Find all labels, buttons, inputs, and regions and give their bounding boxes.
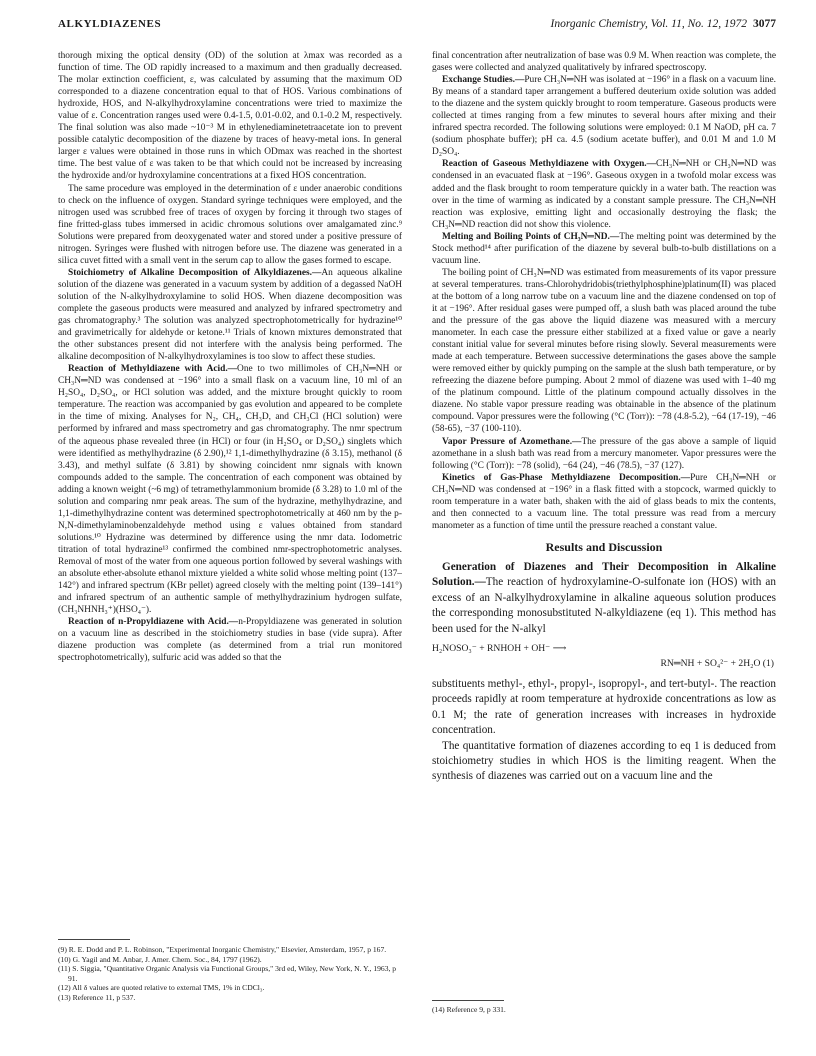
paragraph-body: Pure CH₃N═NH or CH₃N═ND was condensed at −196° in a flask fitted with a stopcock, warmed quickly to room temperature in a water bath, shaken with the aid of glass beads to mix the contents, and then connected to a vacuum line. The total pressure was read from a mercury manometer as a function of time until the pressure reached a constant value.: [432, 472, 776, 531]
footnote-text: Reference 9, p 331.: [446, 1005, 506, 1014]
paragraph-body: One to two millimoles of CH₃N═NH or CH₃N═ND was condensed at −196° into a small flask on a vacuum line, 10 ml of an H₂SO₄, D₂SO₄, or HCl solution was added, and the mixture brought quickly to room temperature. The reaction was accompanied by gas evolution and appeared to be complete in the time of mixing. Analyses for N₂, CH₄, CH₃D, and CH₃Cl (HCl solution) were performed by infrared and mass spectrometry and gas chromatography. The nmr spectrum of the aqueous phase revealed three (in HCl) or four (in H₂SO₄ or D₂SO₄) singlets which were identified as methylhydrazine (δ 2.90),¹² 1,1-dimethylhydrazine (δ 3.15), methanol (δ 3.43), and methyl sulfate (δ 3.81) by showing coincident nmr signals with known compounds added to the sample. The concentration of each component was obtained by adding a known weight (~6 mg) of tetramethylammonium bromide (δ 3.28) to 1.0 ml of the solution and comparing nmr peak areas. The sum of the hydrazine, methylhydrazine, and 1,1-dimethylhydrazine content was determined spectrophotometrically at 460 nm by the p-N,N-dimethylaminobenzaldehyde method using ε values obtained from standard solutions.¹⁰ Hydrazine was determined by difference using the nmr data. Iodometric titration of total hydrazine¹³ confirmed the combined nmr-spectrophotometric analyses. Removal of most of the water from one aqueous portion followed by several washings with an absolute ether-absolute ethanol mixture yielded a white solid whose melting point (137–142°) and infrared spectrum (KBr pellet) agreed closely with the melting point (139–141°) and infrared spectrum of an authentic sample of methylhydrazinium hydrogen sulfate, (CH₃NHNH₃⁺)(HSO₄⁻).: [58, 364, 402, 616]
paragraph: [58, 616, 402, 664]
right-column: [432, 50, 776, 785]
paragraph: substituents methyl-, ethyl-, propyl-, isopropyl-, and tert-butyl-. The reaction proceeds rapidly at room temperature at hydroxide concentrations as low as 0.1 M; the rate of generation increases with increases in hydroxide concentration.: [432, 677, 776, 737]
subsection-heading: Reaction of Gaseous Methyldiazene with Oxygen.—: [442, 159, 657, 170]
footnote: [58, 964, 402, 983]
paragraph: The boiling point of CH₃N═ND was estimated from measurements of its vapor pressure at several temperatures. trans-Chlorohydridobis(triethylphosphine)platinum(II) was placed at the bottom of a long narrow tube on a vacuum line and the diazene condensed on top of it at −196°. After residual gases were pumped off, a slush bath was placed around the tube and the pressure of the gas above the liquid diazene was measured with a mercury manometer. In each case the pressure either stabilized at a fixed value or gave a nearly constant initial value for several minutes before rising slowly. Several measurements were made at each temperature. Between successive determinations the gases above the sample were removed either by quickly pumping on the sample at the slush bath temperature, or by refreezing the diazene before pumping. About 2 mmol of diazene was used with 1–40 mg of the platinum compound. Little of the platinum compound actually dissolves in the diazene. No stable vapor pressure reading was obtainable in the absence of the platinum compound. Vapor pressures were the following (°C (Torr)): −78 (4.8-5.2), −64 (17-19), −46 (58-65), −37 (100-110).: [432, 267, 776, 435]
footnote-text: Reference 11, p 537.: [72, 992, 136, 1002]
paragraph: final concentration after neutralization of base was 0.9 M. When reaction was complete, the gases were collected and analyzed qualitatively by infrared spectroscopy.: [432, 51, 776, 74]
footnote-rule: [58, 939, 130, 940]
footnote-number: (10): [58, 954, 71, 964]
paragraph: The quantitative formation of diazenes according to eq 1 is deduced from stoichiometry studies in which HOS is the limiting reagent. When the synthesis of diazenes was carried out on a vacuum line and the: [432, 739, 776, 783]
equation-line-1: H₂NOSO₃⁻ + RNHOH + OH⁻ ⟶: [432, 642, 567, 654]
paragraph-body: The pressure of the gas above a sample of liquid azomethane in a slush bath was read from a mercury manometer. Vapor pressures were the following (°C (Torr)): −78 (solid), −64 (24), −46 (78.5), −37 (127).: [432, 436, 777, 471]
right-footnotes: [432, 1005, 776, 1015]
paragraph: [58, 267, 402, 363]
equation-1: [432, 641, 776, 671]
paragraph: [432, 231, 776, 267]
paragraph-body: The reaction of hydroxylamine-O-sulfonate ion (HOS) with an excess of an N-alkylhydroxylamine in alkaline aqueous solution produces the corresponding monosubstituted N-alkyldiazene (eq 1). This method has been used for the N-alkyl: [432, 576, 776, 635]
footnote-text: S. Siggia, "Quantitative Organic Analysis via Functional Groups," 3rd ed, Wiley, New York, N. Y., 1963, p 91.: [68, 964, 397, 983]
footnote-rule: [432, 1000, 504, 1001]
footnote: [58, 983, 402, 993]
subsection-heading: Stoichiometry of Alkaline Decomposition of Alkyldiazenes.—: [68, 267, 322, 278]
subsection-heading: Reaction of n-Propyldiazene with Acid.—: [68, 617, 239, 628]
paragraph: The same procedure was employed in the determination of ε under anaerobic conditions to check on the influence of oxygen. Standard syringe techniques were employed, and the nitrogen used was scrubbed free of traces of oxygen by forcing it through two stages of fine fritted-glass tubes immersed in acidic chromous solutions over amalgamated zinc.⁹ Solutions were prepared from deoxygenated water and stored under a positive pressure of nitrogen. Syringes were flushed with nitrogen before use. The diazene was generated in a silica cuvet fitted with a small vent in the serum cap to allow the gases formed to escape.: [58, 183, 402, 266]
equation-line-2: RN═NH + SO₄²⁻ + 2H₂O (1): [660, 657, 774, 669]
paragraph-body: An aqueous alkaline solution of the diazene was generated in a vacuum system by addition of a degassed NaOH solution of the N-alkylhydroxylamine to solid HOS. When diazene decomposition was complete the gaseous products were measured and analyzed by infrared spectrometry and gas chromatography.³ The solution was analyzed spectrophotometrically for hydrazine¹⁰ and gravimetrically for aldehyde or ketone.¹¹ Trials of known mixtures demonstrated that the other substances present did not interfere with the analysis being performed. The alkaline decomposition of N-alkylhydroxylamines is too slow to affect these studies.: [58, 267, 402, 363]
footnote-text: R. E. Dodd and P. L. Robinson, "Experimental Inorganic Chemistry," Elsevier, Amsterdam, 1957, p 167.: [68, 945, 387, 954]
footnote: [58, 955, 402, 965]
footnote: [58, 945, 402, 955]
paragraph-body: The melting point was determined by the Stock method¹⁴ after purification of the diazene by several bulb-to-bulb distillations on a vacuum line.: [432, 231, 776, 266]
footnote-number: (9): [58, 945, 67, 954]
paragraph: [432, 436, 776, 472]
subsection-heading: Reaction of Methyldiazene with Acid.—: [68, 364, 238, 375]
page-number: 3077: [753, 18, 776, 30]
paragraph-body: CH₃N═NH or CH₃N═ND was condensed in an evacuated flask at −196°. Gaseous oxygen in a twofold molar excess was added and the flask brought to room temperature quickly in a water bath. The reaction was over in the time of warming as indicated by a constant sample pressure. The CH₃N═NH reaction was explosive, emitting light and occasionally destroying the flask; the CH₃N═ND reaction did not show this violence.: [432, 159, 776, 230]
paragraph: [432, 74, 776, 158]
journal-citation: [551, 18, 776, 30]
paragraph: [432, 560, 776, 637]
paragraph: [432, 158, 776, 230]
section-title: Results and Discussion: [545, 539, 663, 554]
footnote-number: (13): [58, 992, 71, 1002]
subsection-heading: Melting and Boiling Points of CH₃N═ND.—: [442, 231, 620, 242]
subsection-heading: Kinetics of Gas-Phase Methyldiazene Decomposition.—: [442, 472, 691, 483]
paragraph: [58, 363, 402, 616]
footnote-number: (14): [432, 1005, 445, 1014]
paragraph-body: n-Propyldiazene was generated in solution on a vacuum line as described in the stoichiometry studies in base (vide supra). After diazene production was complete (as determined from a trial run monitored spectrophotometrically), sulfuric acid was added so that the: [58, 617, 402, 664]
subsection-heading: Vapor Pressure of Azomethane.—: [442, 436, 582, 447]
subsection-heading: Generation of Diazenes and Their Decomposition in Alkaline Solution.—: [432, 560, 776, 589]
journal-name: Inorganic Chemistry, Vol. 11, No. 12, 1972: [550, 18, 747, 30]
footnote-text: G. Yagil and M. Anbar, J. Amer. Chem. Soc., 84, 1797 (1962).: [72, 954, 262, 964]
page-header: [58, 18, 776, 34]
footnote-number: (11): [58, 964, 71, 974]
footnote: [432, 1005, 776, 1015]
results-text: [432, 560, 776, 785]
paragraph: thorough mixing the optical density (OD) of the solution at λmax was recorded as a function of time. The OD rapidly increased to a maximum and then gradually decreased. The molar extinction coefficient, ε, was calculated by assuming that the maximum OD corresponded to a diazene concentration equal to that of HOS. Various combinations of hydroxide, HOS, and N-alkylhydroxylamine concentrations were tried to maximize the value of ε. Concentration ranges used were 0.4-1.5, 0.01-0.02, and 0.1-0.2 M, respectively. The final solution was also made ~10⁻³ M in ethylenediaminetetraacetate ion to prevent possible catalytic decomposition of the diazene by traces of heavy-metal ions. In general larger ε values were obtained in those runs in which ODmax was reached in the shortest time. The best value of ε was taken to be that which could not be increased by increasing the hydroxide and/or hydroxylamine concentrations at a fixed HOS concentration.: [58, 51, 402, 182]
subsection-heading: Exchange Studies.—: [442, 75, 525, 86]
footnote-number: (12): [58, 983, 71, 993]
paragraph-body: Pure CH₃N═NH was isolated at −196° in a flask on a vacuum line. By means of a standard taper arrangement a buffered deuterium oxide solution was added to the diazene and the system quickly brought to room temperature. Gaseous products were collected at times ranging from a few minutes to several hours after mixing and their infrared spectra recorded. The following solutions were employed: 0.1 M NaOD, pH ca. 7 (sodium phosphate buffer); pH ca. 4.5 (sodium acetate buffer), and 0.01 M and 1.0 M D₂SO₄.: [432, 75, 776, 158]
running-title: ALKYLDIAZENES: [58, 18, 162, 30]
left-footnotes: [58, 945, 402, 1003]
footnote: [58, 993, 402, 1003]
paragraph: [432, 472, 776, 532]
footnote-text: All δ values are quoted relative to external TMS, 1% in CDCl₃.: [72, 983, 265, 993]
left-column: [58, 50, 402, 664]
